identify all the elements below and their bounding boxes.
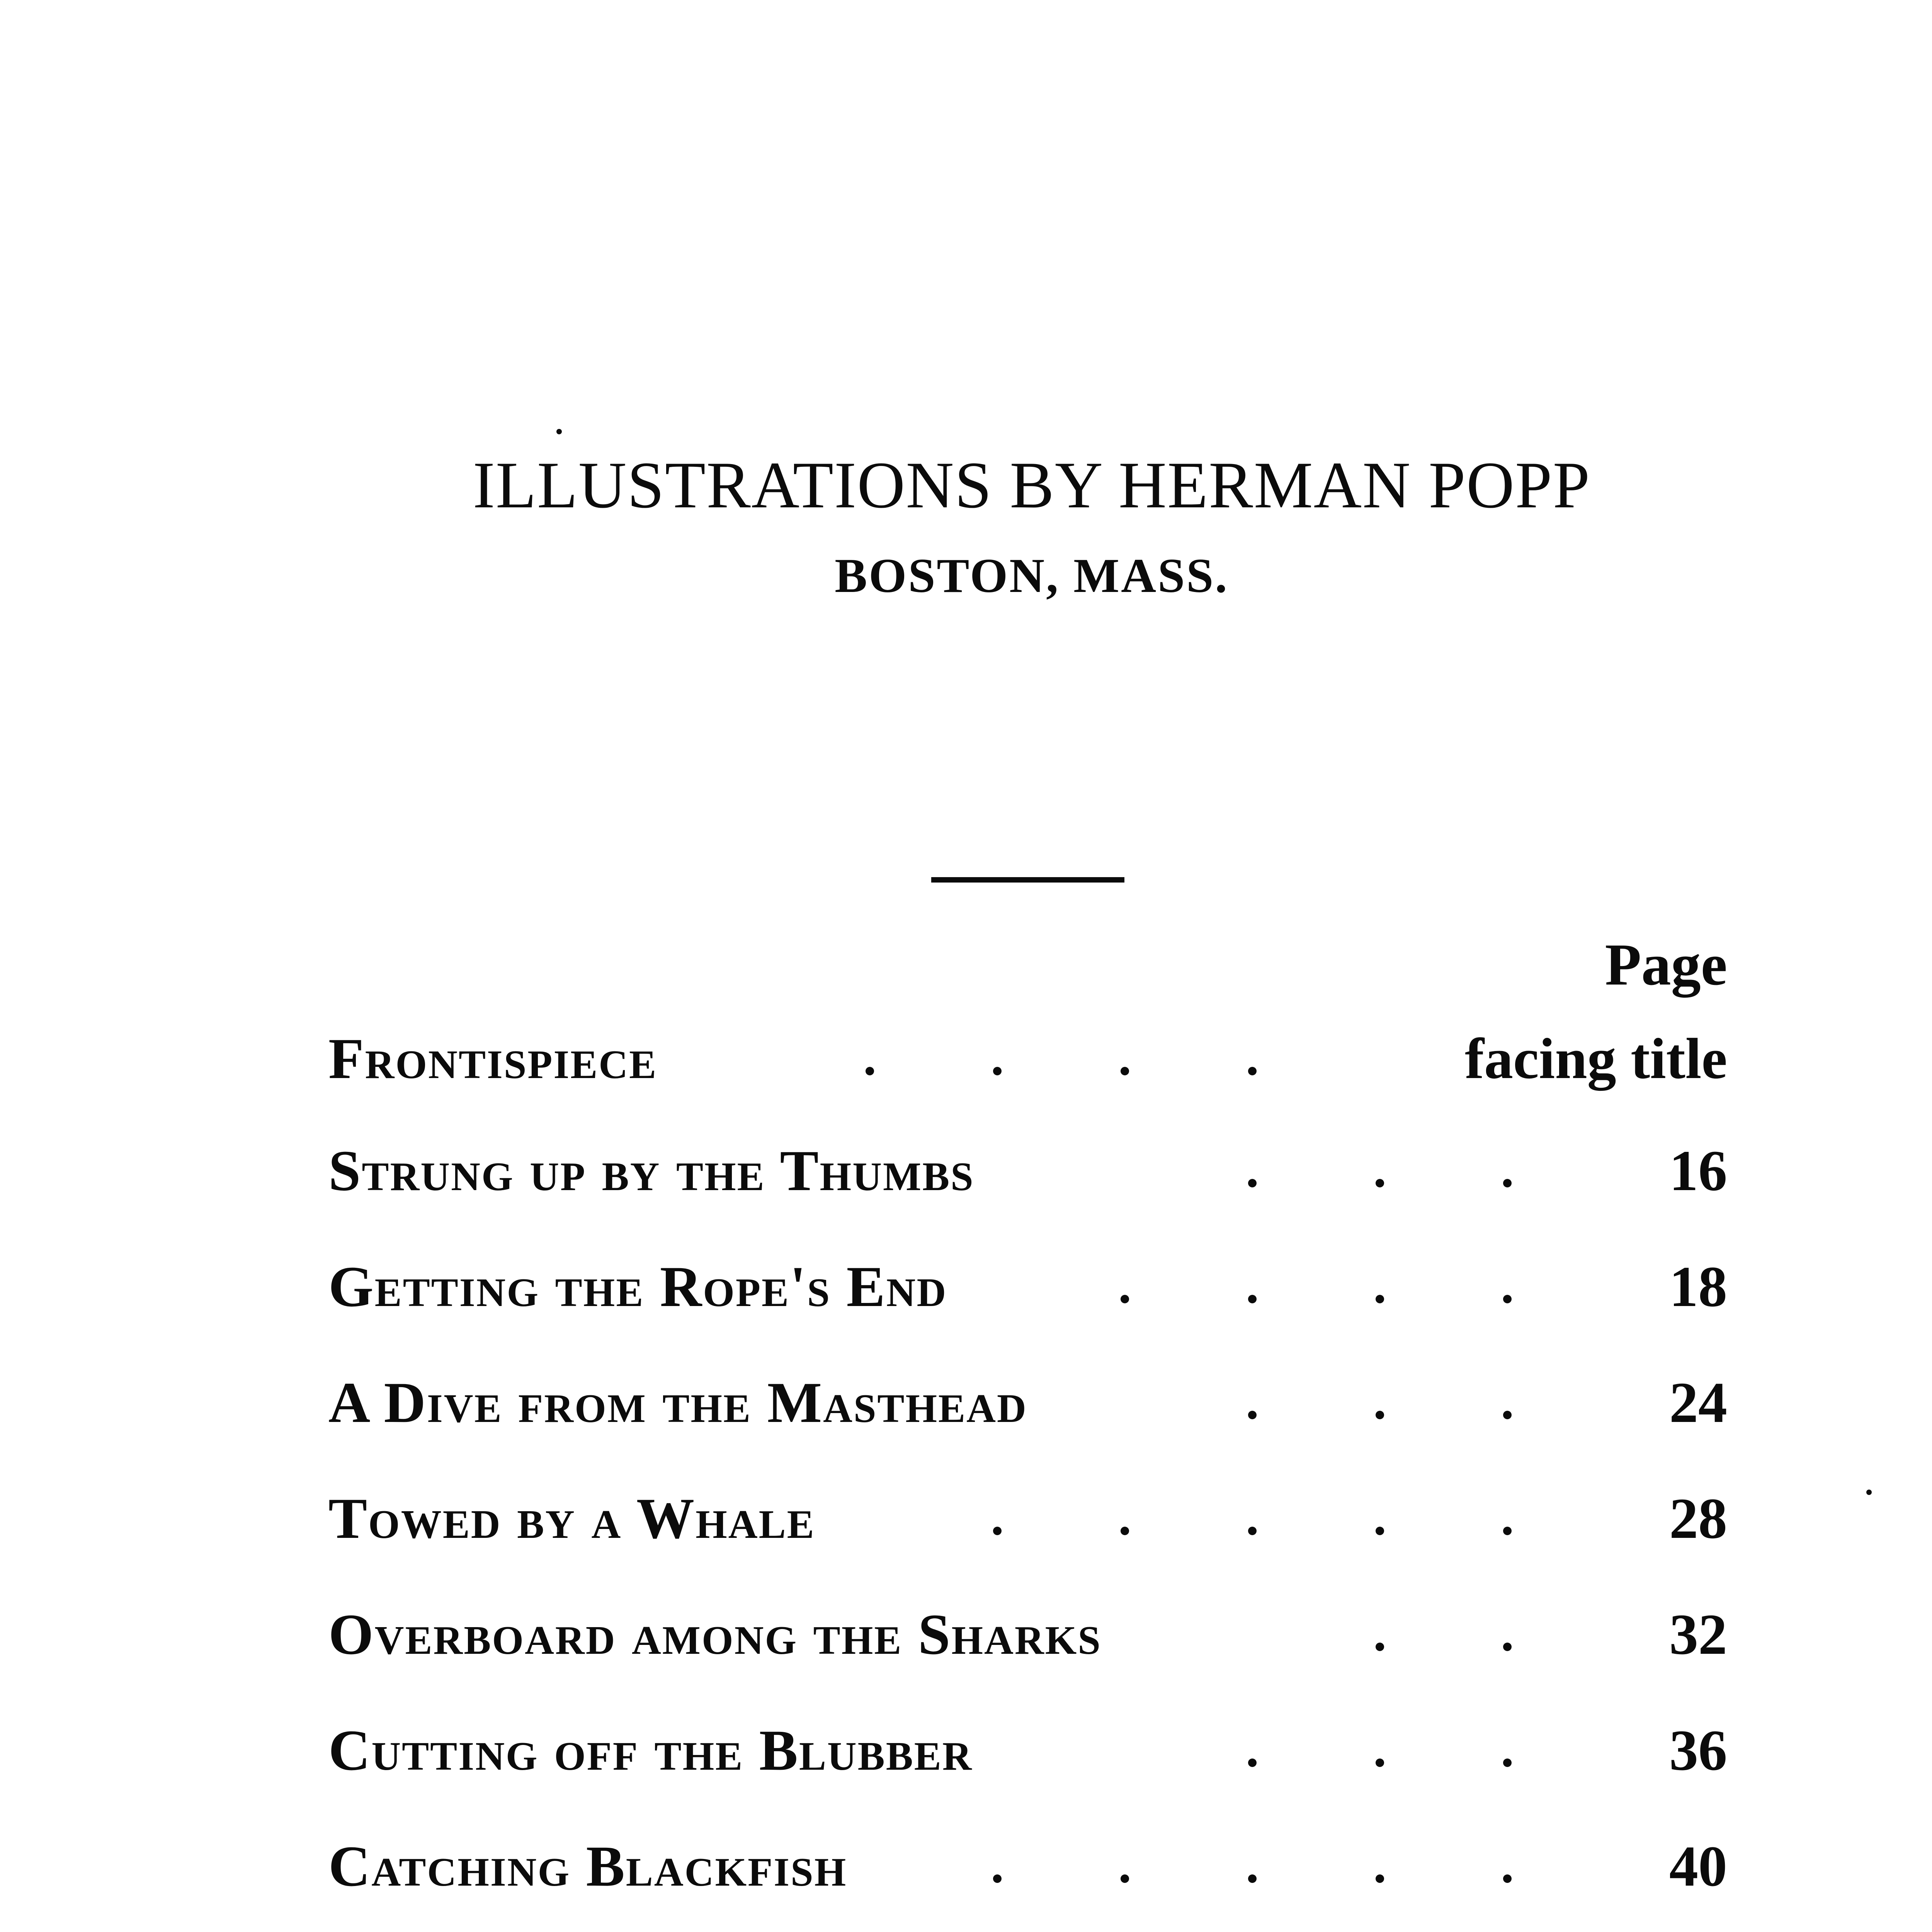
leader-dot	[1503, 1527, 1512, 1535]
entry-title: Overboard among the Sharks	[328, 1602, 1102, 1667]
entry-title: Frontispiece	[328, 1027, 658, 1091]
leader-dot	[1248, 1411, 1257, 1419]
list-item	[328, 1718, 1727, 1791]
list-item	[328, 1371, 1727, 1443]
page-title: ILLUSTRATIONS BY HERMAN POPP	[473, 449, 1591, 522]
list-item	[328, 1255, 1727, 1327]
leader-dot	[993, 1527, 1002, 1535]
entry-page-number: 24	[1669, 1371, 1727, 1435]
list-item	[328, 1602, 1727, 1675]
entry-title: Catching Blackfish	[328, 1834, 847, 1898]
entry-page-number: 40	[1669, 1834, 1727, 1898]
entry-page-number: 36	[1669, 1718, 1727, 1782]
entry-page-number: 18	[1669, 1255, 1727, 1319]
leader-dot	[1503, 1874, 1512, 1883]
leader-dot	[1376, 1874, 1384, 1883]
list-item	[328, 1834, 1727, 1907]
list-item	[328, 1486, 1727, 1559]
leader-dot	[1121, 1295, 1129, 1303]
entry-title: A Dive from the Masthead	[328, 1371, 1027, 1435]
leader-dot	[1503, 1179, 1512, 1187]
entry-title: Strung up by the Thumbs	[328, 1139, 975, 1203]
entry-page-number: 28	[1669, 1486, 1727, 1551]
stray-dot-mark	[556, 429, 562, 434]
leader-dot	[1248, 1874, 1257, 1883]
leader-dot	[1503, 1295, 1512, 1303]
list-item	[328, 1139, 1727, 1211]
leader-dot	[1376, 1179, 1384, 1187]
divider-rule	[931, 877, 1124, 883]
entry-title: Getting the Rope's End	[328, 1255, 947, 1319]
column-header-page: Page	[1605, 932, 1727, 998]
leader-dot	[1376, 1643, 1384, 1651]
leader-dot	[1121, 1527, 1129, 1535]
leader-dot	[1121, 1067, 1129, 1075]
leader-dot	[1248, 1179, 1257, 1187]
entry-page-number: 16	[1669, 1139, 1727, 1203]
page-subtitle: BOSTON, MASS.	[835, 549, 1229, 603]
leader-dot	[993, 1067, 1002, 1075]
leader-dot	[1121, 1874, 1129, 1883]
leader-dot	[993, 1874, 1002, 1883]
leader-dot	[1503, 1759, 1512, 1767]
leader-dot	[1248, 1067, 1257, 1075]
list-item	[328, 1027, 1727, 1099]
leader-dot	[866, 1067, 874, 1075]
column-header-facing-title: facing title	[1465, 1027, 1727, 1091]
leader-dot	[1248, 1759, 1257, 1767]
leader-dot	[1376, 1759, 1384, 1767]
leader-dot	[1248, 1527, 1257, 1535]
leader-dot	[1503, 1411, 1512, 1419]
leader-dot	[1248, 1295, 1257, 1303]
entry-page-number: 32	[1669, 1602, 1727, 1667]
leader-dot	[1503, 1643, 1512, 1651]
entry-title: Cutting off the Blubber	[328, 1718, 973, 1782]
leader-dot	[1376, 1295, 1384, 1303]
stray-dot-mark	[1866, 1490, 1872, 1495]
leader-dot	[1376, 1527, 1384, 1535]
entry-title: Towed by a Whale	[328, 1486, 815, 1551]
leader-dot	[1376, 1411, 1384, 1419]
